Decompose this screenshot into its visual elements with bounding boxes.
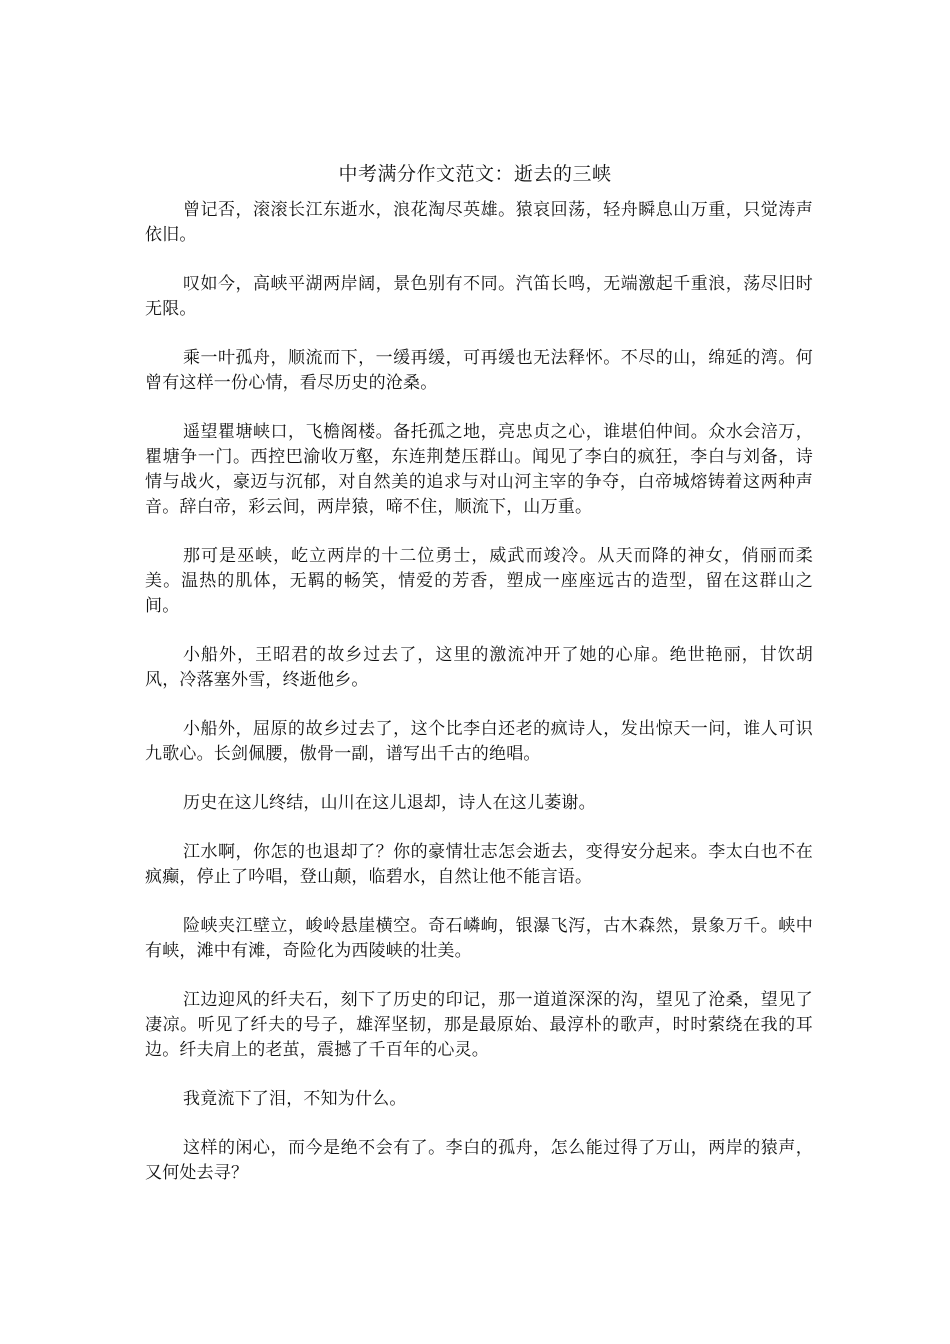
paragraph-13: 这样的闲心，而今是绝不会有了。李白的孤舟，怎么能过得了万山，两岸的猿声，又何处去寻？ <box>145 1138 813 1183</box>
paragraph-2: 叹如今，高峡平湖两岸阔，景色别有不同。汽笛长鸣，无端激起千重浪，荡尽旧时无限。 <box>145 274 813 319</box>
paragraph-1: 曾记否，滚滚长江东逝水，浪花淘尽英雄。猿哀回荡，轻舟瞬息山万重，只觉涛声依旧。 <box>145 200 813 245</box>
paragraph-5: 那可是巫峡，屹立两岸的十二位勇士，威武而竣冷。从天而降的神女，俏丽而柔美。温热的肌体，无羁的畅笑，情爱的芳香，塑成一座座远古的造型，留在这群山之间。 <box>145 546 813 616</box>
paragraph-3: 乘一叶孤舟，顺流而下，一缓再缓，可再缓也无法释怀。不尽的山，绵延的湾。何曾有这样一份心情，看尽历史的沧桑。 <box>145 348 813 393</box>
document-body <box>145 198 813 1210</box>
paragraph-9: 江水啊，你怎的也退却了？你的豪情壮志怎会逝去，变得安分起来。李太白也不在疯癫，停止了吟唱，登山颠，临碧水，自然让他不能言语。 <box>145 842 813 887</box>
paragraph-11: 江边迎风的纤夫石，刻下了历史的印记，那一道道深深的沟，望见了沧桑，望见了凄凉。听见了纤夫的号子，雄浑坚韧，那是最原始、最淳朴的歌声，时时萦绕在我的耳边。纤夫肩上的老茧，震撼了千百年的心灵。 <box>145 990 813 1060</box>
paragraph-8: 历史在这儿终结，山川在这儿退却，诗人在这儿萎谢。 <box>183 793 596 813</box>
document-title: 中考满分作文范文：逝去的三峡 <box>338 163 612 185</box>
paragraph-6: 小船外，王昭君的故乡过去了，这里的激流冲开了她的心扉。绝世艳丽，甘饮胡风，冷落塞外雪，终逝他乡。 <box>145 645 813 690</box>
paragraph-4: 遥望瞿塘峡口，飞檐阁楼。备托孤之地，亮忠贞之心，谁堪伯仲间。众水会涪万，瞿塘争一门。西控巴渝收万壑，东连荆楚压群山。闻见了李白的疯狂，李白与刘备，诗情与战火，豪迈与沉郁，对自然美的追求与对山河主宰的争夺，白帝城熔铸着这两种声音。辞白帝，彩云间，两岸猿，啼不住，顺流下，山万重。 <box>145 422 813 517</box>
paragraph-12: 我竟流下了泪，不知为什么。 <box>183 1089 407 1109</box>
paragraph-10: 险峡夹江壁立，峻岭悬崖横空。奇石嶙峋，银瀑飞泻，古木森然，景象万千。峡中有峡，滩中有滩，奇险化为西陵峡的壮美。 <box>145 916 813 961</box>
paragraph-7: 小船外，屈原的故乡过去了，这个比李白还老的疯诗人，发出惊天一问，谁人可识九歌心。长剑佩腰，傲骨一副，谱写出千古的绝唱。 <box>145 719 813 764</box>
